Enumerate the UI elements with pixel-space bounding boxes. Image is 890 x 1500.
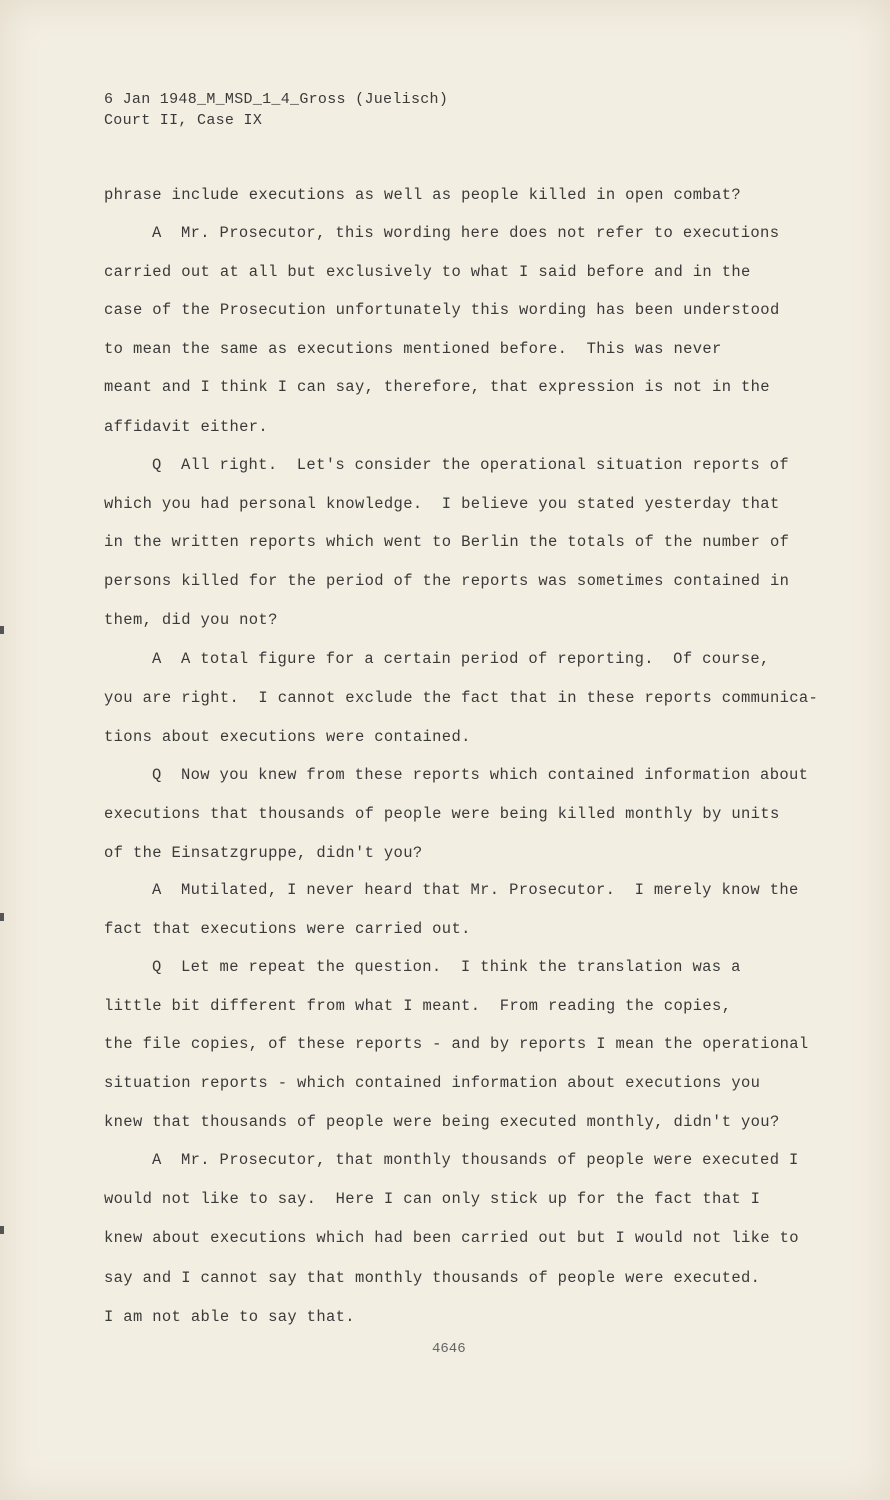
- margin-mark: [0, 626, 4, 634]
- text-line: which you had personal knowledge. I believe you stated yesterday that: [104, 495, 780, 513]
- text-line: affidavit either.: [104, 418, 269, 436]
- answer-line: A Mutilated, I never heard that Mr. Prosecutor. I merely know the: [152, 881, 799, 899]
- text-line: meant and I think I can say, therefore, that expression is not in the: [104, 378, 770, 396]
- text-line: you are right. I cannot exclude the fact that in these reports communica-: [104, 689, 819, 707]
- text-line: little bit different from what I meant. From reading the copies,: [104, 997, 732, 1015]
- margin-mark: [0, 913, 4, 921]
- answer-line: A Mr. Prosecutor, that monthly thousands of people were executed I: [152, 1151, 799, 1169]
- text-line: in the written reports which went to Berlin the totals of the number of: [104, 533, 790, 551]
- text-line: of the Einsatzgruppe, didn't you?: [104, 844, 423, 862]
- header-court-case: Court II, Case IX: [104, 112, 263, 129]
- margin-mark: [0, 1226, 4, 1234]
- text-line: persons killed for the period of the reports was sometimes contained in: [104, 572, 790, 590]
- header-date-reference: 6 Jan 1948_M_MSD_1_4_Gross (Juelisch): [104, 91, 449, 108]
- text-line: would not like to say. Here I can only stick up for the fact that I: [104, 1190, 761, 1208]
- page-number: 4646: [432, 1341, 466, 1357]
- text-line: say and I cannot say that monthly thousands of people were executed.: [104, 1269, 761, 1287]
- question-line: Q Let me repeat the question. I think the translation was a: [152, 958, 741, 976]
- text-line: carried out at all but exclusively to what I said before and in the: [104, 263, 751, 281]
- text-line: I am not able to say that.: [104, 1308, 355, 1326]
- text-line: knew that thousands of people were being executed monthly, didn't you?: [104, 1113, 780, 1131]
- text-line: executions that thousands of people were being killed monthly by units: [104, 805, 780, 823]
- question-line: Q All right. Let's consider the operational situation reports of: [152, 456, 789, 474]
- answer-line: A A total figure for a certain period of reporting. Of course,: [152, 650, 770, 668]
- text-line: them, did you not?: [104, 611, 278, 629]
- text-line: case of the Prosecution unfortunately this wording has been understood: [104, 301, 780, 319]
- text-line: phrase include executions as well as people killed in open combat?: [104, 186, 741, 204]
- text-line: fact that executions were carried out.: [104, 920, 471, 938]
- text-line: to mean the same as executions mentioned before. This was never: [104, 340, 722, 358]
- text-line: the file copies, of these reports - and by reports I mean the operational: [104, 1035, 809, 1053]
- text-line: situation reports - which contained information about executions you: [104, 1074, 761, 1092]
- answer-line: A Mr. Prosecutor, this wording here does not refer to executions: [152, 224, 780, 242]
- question-line: Q Now you knew from these reports which contained information about: [152, 766, 809, 784]
- text-line: tions about executions were contained.: [104, 728, 471, 746]
- text-line: knew about executions which had been carried out but I would not like to: [104, 1229, 799, 1247]
